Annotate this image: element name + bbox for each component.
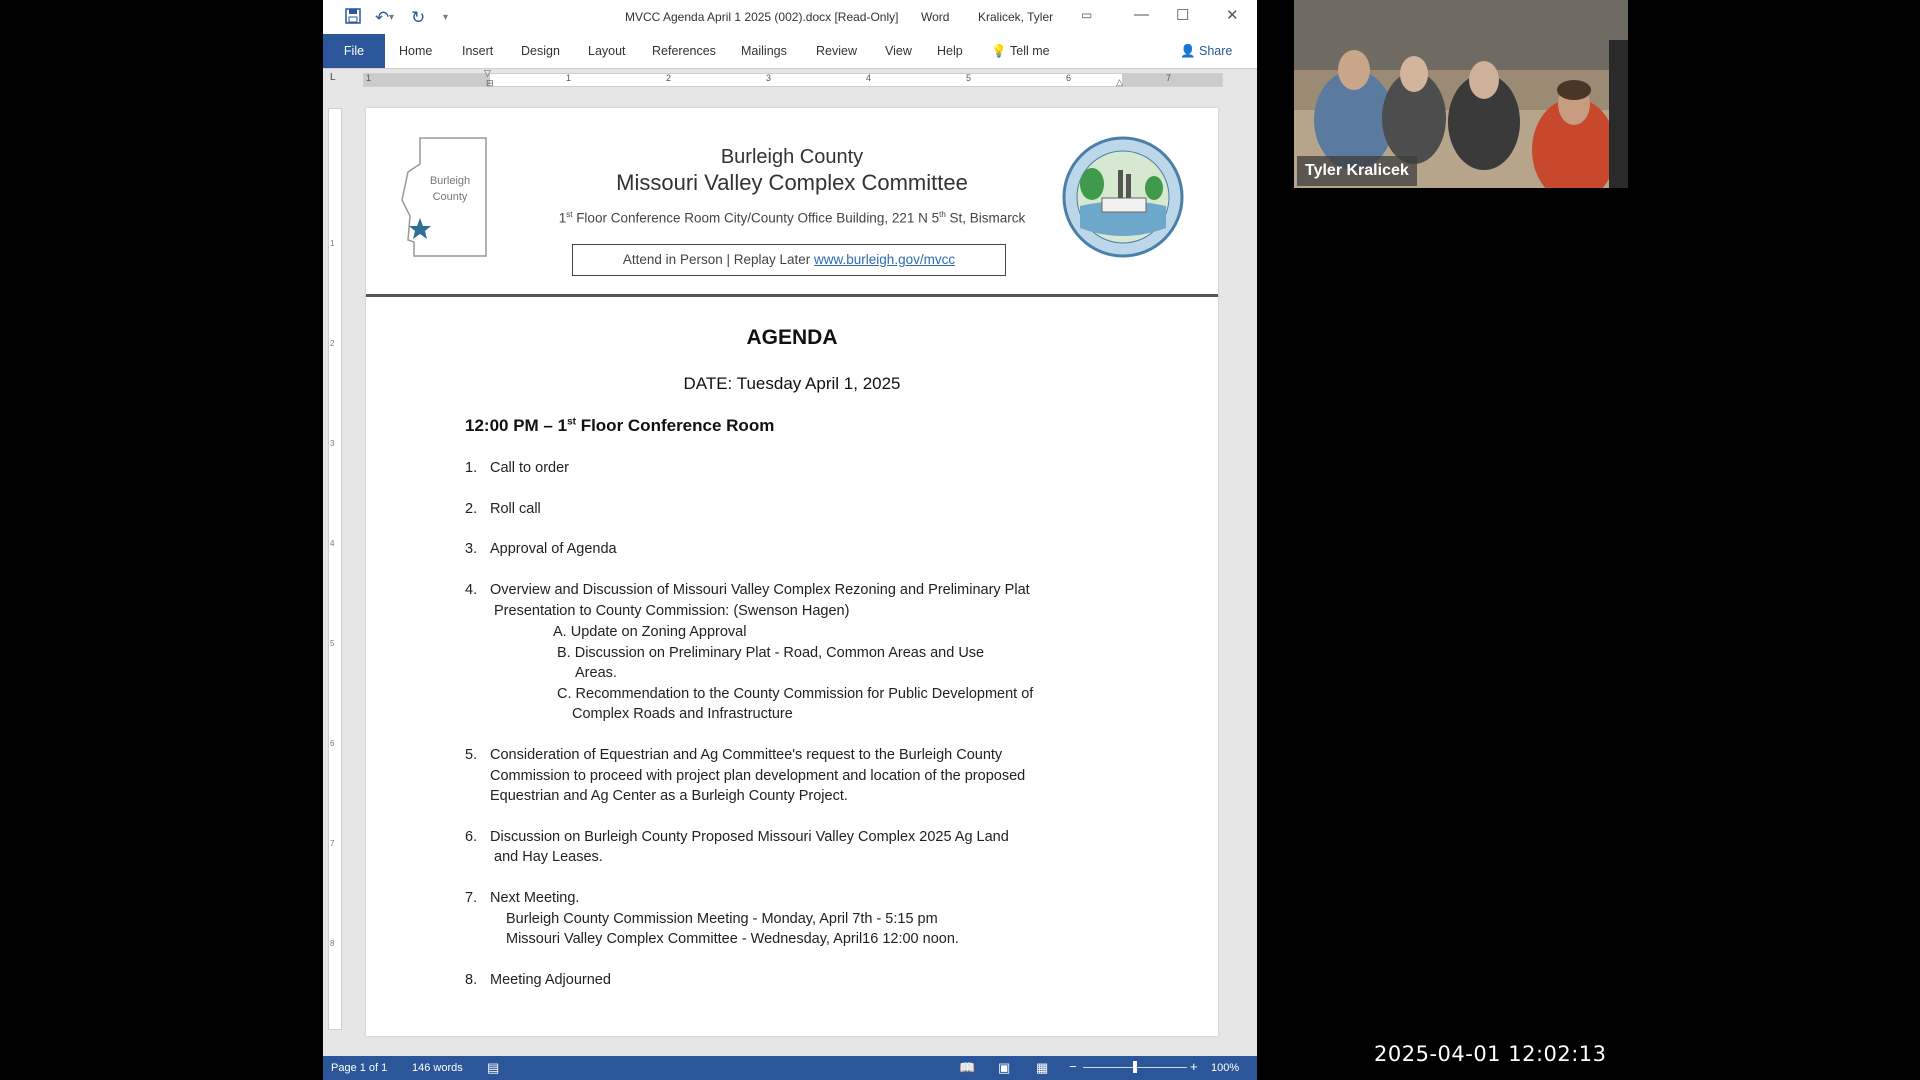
customize-toolbar-icon[interactable]: ▾ — [443, 12, 449, 23]
agenda-item: Roll call — [490, 501, 541, 517]
user-name[interactable]: Kralicek, Tyler — [978, 10, 1054, 24]
ruler-label: 7 — [1166, 73, 1172, 83]
ruler-label: 1 — [366, 73, 372, 83]
ruler-label: 2 — [666, 73, 672, 83]
ruler-label: 6 — [1066, 73, 1072, 83]
vruler-label: 7 — [330, 839, 335, 848]
vruler-label: 3 — [330, 439, 335, 448]
agenda-item-line: Burleigh County Commission Meeting - Monday, April 7th - 5:15 pm — [506, 911, 938, 927]
vruler-label: 2 — [330, 339, 335, 348]
county-seal-logo — [1062, 136, 1184, 258]
web-layout-icon[interactable]: ▦ — [1036, 1060, 1049, 1075]
tab-review[interactable]: Review — [816, 44, 857, 58]
agenda-item-line: Commission to proceed with project plan development and location of the proposed — [490, 768, 1026, 784]
agenda-item: Next Meeting. — [490, 890, 580, 906]
word-window — [323, 0, 1257, 1080]
undo-icon[interactable]: ↶ — [375, 8, 390, 27]
item-number: 5. — [465, 747, 478, 763]
item-number: 7. — [465, 890, 478, 906]
tab-design[interactable]: Design — [521, 44, 560, 58]
tab-view[interactable]: View — [885, 44, 912, 58]
item-number: 2. — [465, 501, 478, 517]
item-number: 4. — [465, 582, 478, 598]
meeting-location: 1st Floor Conference Room City/County Office Building, 221 N 5th St, Bismarck — [558, 210, 1026, 226]
ribbon-display-icon[interactable]: ▭ — [1081, 8, 1093, 22]
county-name: Burleigh County — [720, 146, 864, 168]
svg-text:County: County — [432, 191, 468, 203]
ruler-label: 1 — [566, 73, 572, 83]
tab-mailings[interactable]: Mailings — [741, 44, 787, 58]
sub-item-line: Areas. — [575, 665, 617, 681]
tell-me-box[interactable]: Tell me — [1010, 44, 1050, 58]
vruler-label: 1 — [330, 239, 335, 248]
zoom-slider-thumb[interactable] — [1133, 1061, 1137, 1073]
first-line-indent-marker[interactable]: ▽ — [484, 68, 491, 78]
tab-home[interactable]: Home — [399, 44, 433, 58]
attend-box: Attend in Person | Replay Later www.burleigh.gov/mvcc — [572, 244, 1006, 276]
item-number: 1. — [465, 460, 478, 476]
ruler-right-margin — [1122, 74, 1222, 86]
zoom-in-icon[interactable]: + — [1190, 1059, 1198, 1074]
meeting-time: 12:00 PM – 1st Floor Conference Room — [465, 416, 775, 435]
tab-file[interactable]: File — [323, 34, 385, 68]
agenda-item-line: and Hay Leases. — [494, 849, 603, 865]
agenda-item: Meeting Adjourned — [490, 972, 611, 988]
save-icon[interactable] — [345, 8, 361, 29]
tab-help[interactable]: Help — [937, 44, 963, 58]
proofing-icon[interactable]: ▤ — [487, 1060, 500, 1075]
agenda-title: AGENDA — [746, 326, 838, 349]
document-page[interactable] — [366, 108, 1218, 1036]
replay-link[interactable]: www.burleigh.gov/mvcc — [814, 252, 956, 267]
agenda-item: Overview and Discussion of Missouri Valley Complex Rezoning and Preliminary Plat — [490, 582, 1030, 598]
sub-item: B. Discussion on Preliminary Plat - Road, Common Areas and Use — [557, 645, 985, 661]
committee-name: Missouri Valley Complex Committee — [616, 170, 968, 195]
tab-layout[interactable]: Layout — [588, 44, 626, 58]
agenda-item: Discussion on Burleigh County Proposed Missouri Valley Complex 2025 Ag Land — [490, 829, 1009, 845]
agenda-item-line: Presentation to County Commission: (Swenson Hagen) — [494, 603, 850, 619]
sub-item: A. Update on Zoning Approval — [553, 624, 747, 640]
ruler-label: 4 — [866, 73, 872, 83]
undo-dropdown-icon[interactable]: ▾ — [389, 12, 395, 23]
agenda-item: Approval of Agenda — [490, 541, 617, 557]
meeting-date: DATE: Tuesday April 1, 2025 — [683, 374, 901, 393]
print-layout-icon[interactable]: ▣ — [998, 1060, 1011, 1075]
agenda-item: Consideration of Equestrian and Ag Committee's request to the Burleigh County — [490, 747, 1003, 763]
vruler-label: 5 — [330, 639, 335, 648]
horizontal-ruler-row — [323, 69, 1257, 89]
item-number: 6. — [465, 829, 478, 845]
item-number: 3. — [465, 541, 478, 557]
ruler-label: 3 — [766, 73, 772, 83]
ruler-left-margin — [364, 74, 490, 86]
vruler-label: 8 — [330, 939, 335, 948]
horizontal-ruler[interactable] — [363, 68, 1223, 88]
left-indent-marker[interactable]: ⊟ — [486, 78, 494, 88]
word-count[interactable]: 146 words — [412, 1062, 463, 1074]
app-name: Word — [921, 10, 950, 24]
agenda-item-line: Missouri Valley Complex Committee - Wednesday, April16 12:00 noon. — [506, 931, 959, 947]
tab-stop-selector[interactable]: L — [330, 72, 336, 83]
maximize-icon[interactable]: ☐ — [1176, 7, 1190, 24]
lightbulb-icon: 💡 — [991, 44, 1007, 58]
redo-icon[interactable]: ↻ — [411, 8, 426, 27]
tab-references[interactable]: References — [652, 44, 716, 58]
document-title: MVCC Agenda April 1 2025 (002).docx [Read-Only] — [625, 10, 899, 24]
ruler-label: 5 — [966, 73, 972, 83]
page-count[interactable]: Page 1 of 1 — [331, 1062, 388, 1074]
read-mode-icon[interactable]: 📖 — [959, 1060, 976, 1075]
minimize-icon[interactable]: — — [1134, 6, 1149, 23]
close-icon[interactable]: ✕ — [1226, 7, 1239, 24]
tab-insert[interactable]: Insert — [462, 44, 494, 58]
vruler-label: 4 — [330, 539, 335, 548]
sub-item: C. Recommendation to the County Commission for Public Development of — [557, 686, 1034, 702]
agenda-item-line: Equestrian and Ag Center as a Burleigh County Project. — [490, 788, 848, 804]
title-bar — [323, 0, 1257, 34]
vruler-label: 6 — [330, 739, 335, 748]
vertical-ruler[interactable] — [328, 108, 342, 1030]
participant-name-tag: Tyler Kralicek — [1297, 156, 1417, 186]
zoom-out-icon[interactable]: − — [1069, 1059, 1077, 1074]
sub-item-line: Complex Roads and Infrastructure — [572, 706, 793, 722]
person-icon: 👤 — [1180, 44, 1196, 58]
zoom-level[interactable]: 100% — [1211, 1062, 1240, 1074]
ribbon-tabs — [323, 34, 1257, 69]
recording-timestamp: 2025-04-01 12:02:13 — [1374, 1042, 1607, 1066]
right-indent-marker[interactable]: △ — [1116, 77, 1123, 87]
svg-text:Burleigh: Burleigh — [429, 175, 471, 187]
share-button[interactable]: Share — [1199, 44, 1233, 58]
item-number: 8. — [465, 972, 478, 988]
status-bar — [323, 1056, 1257, 1080]
header-divider — [366, 294, 1218, 297]
agenda-item: Call to order — [490, 460, 569, 476]
